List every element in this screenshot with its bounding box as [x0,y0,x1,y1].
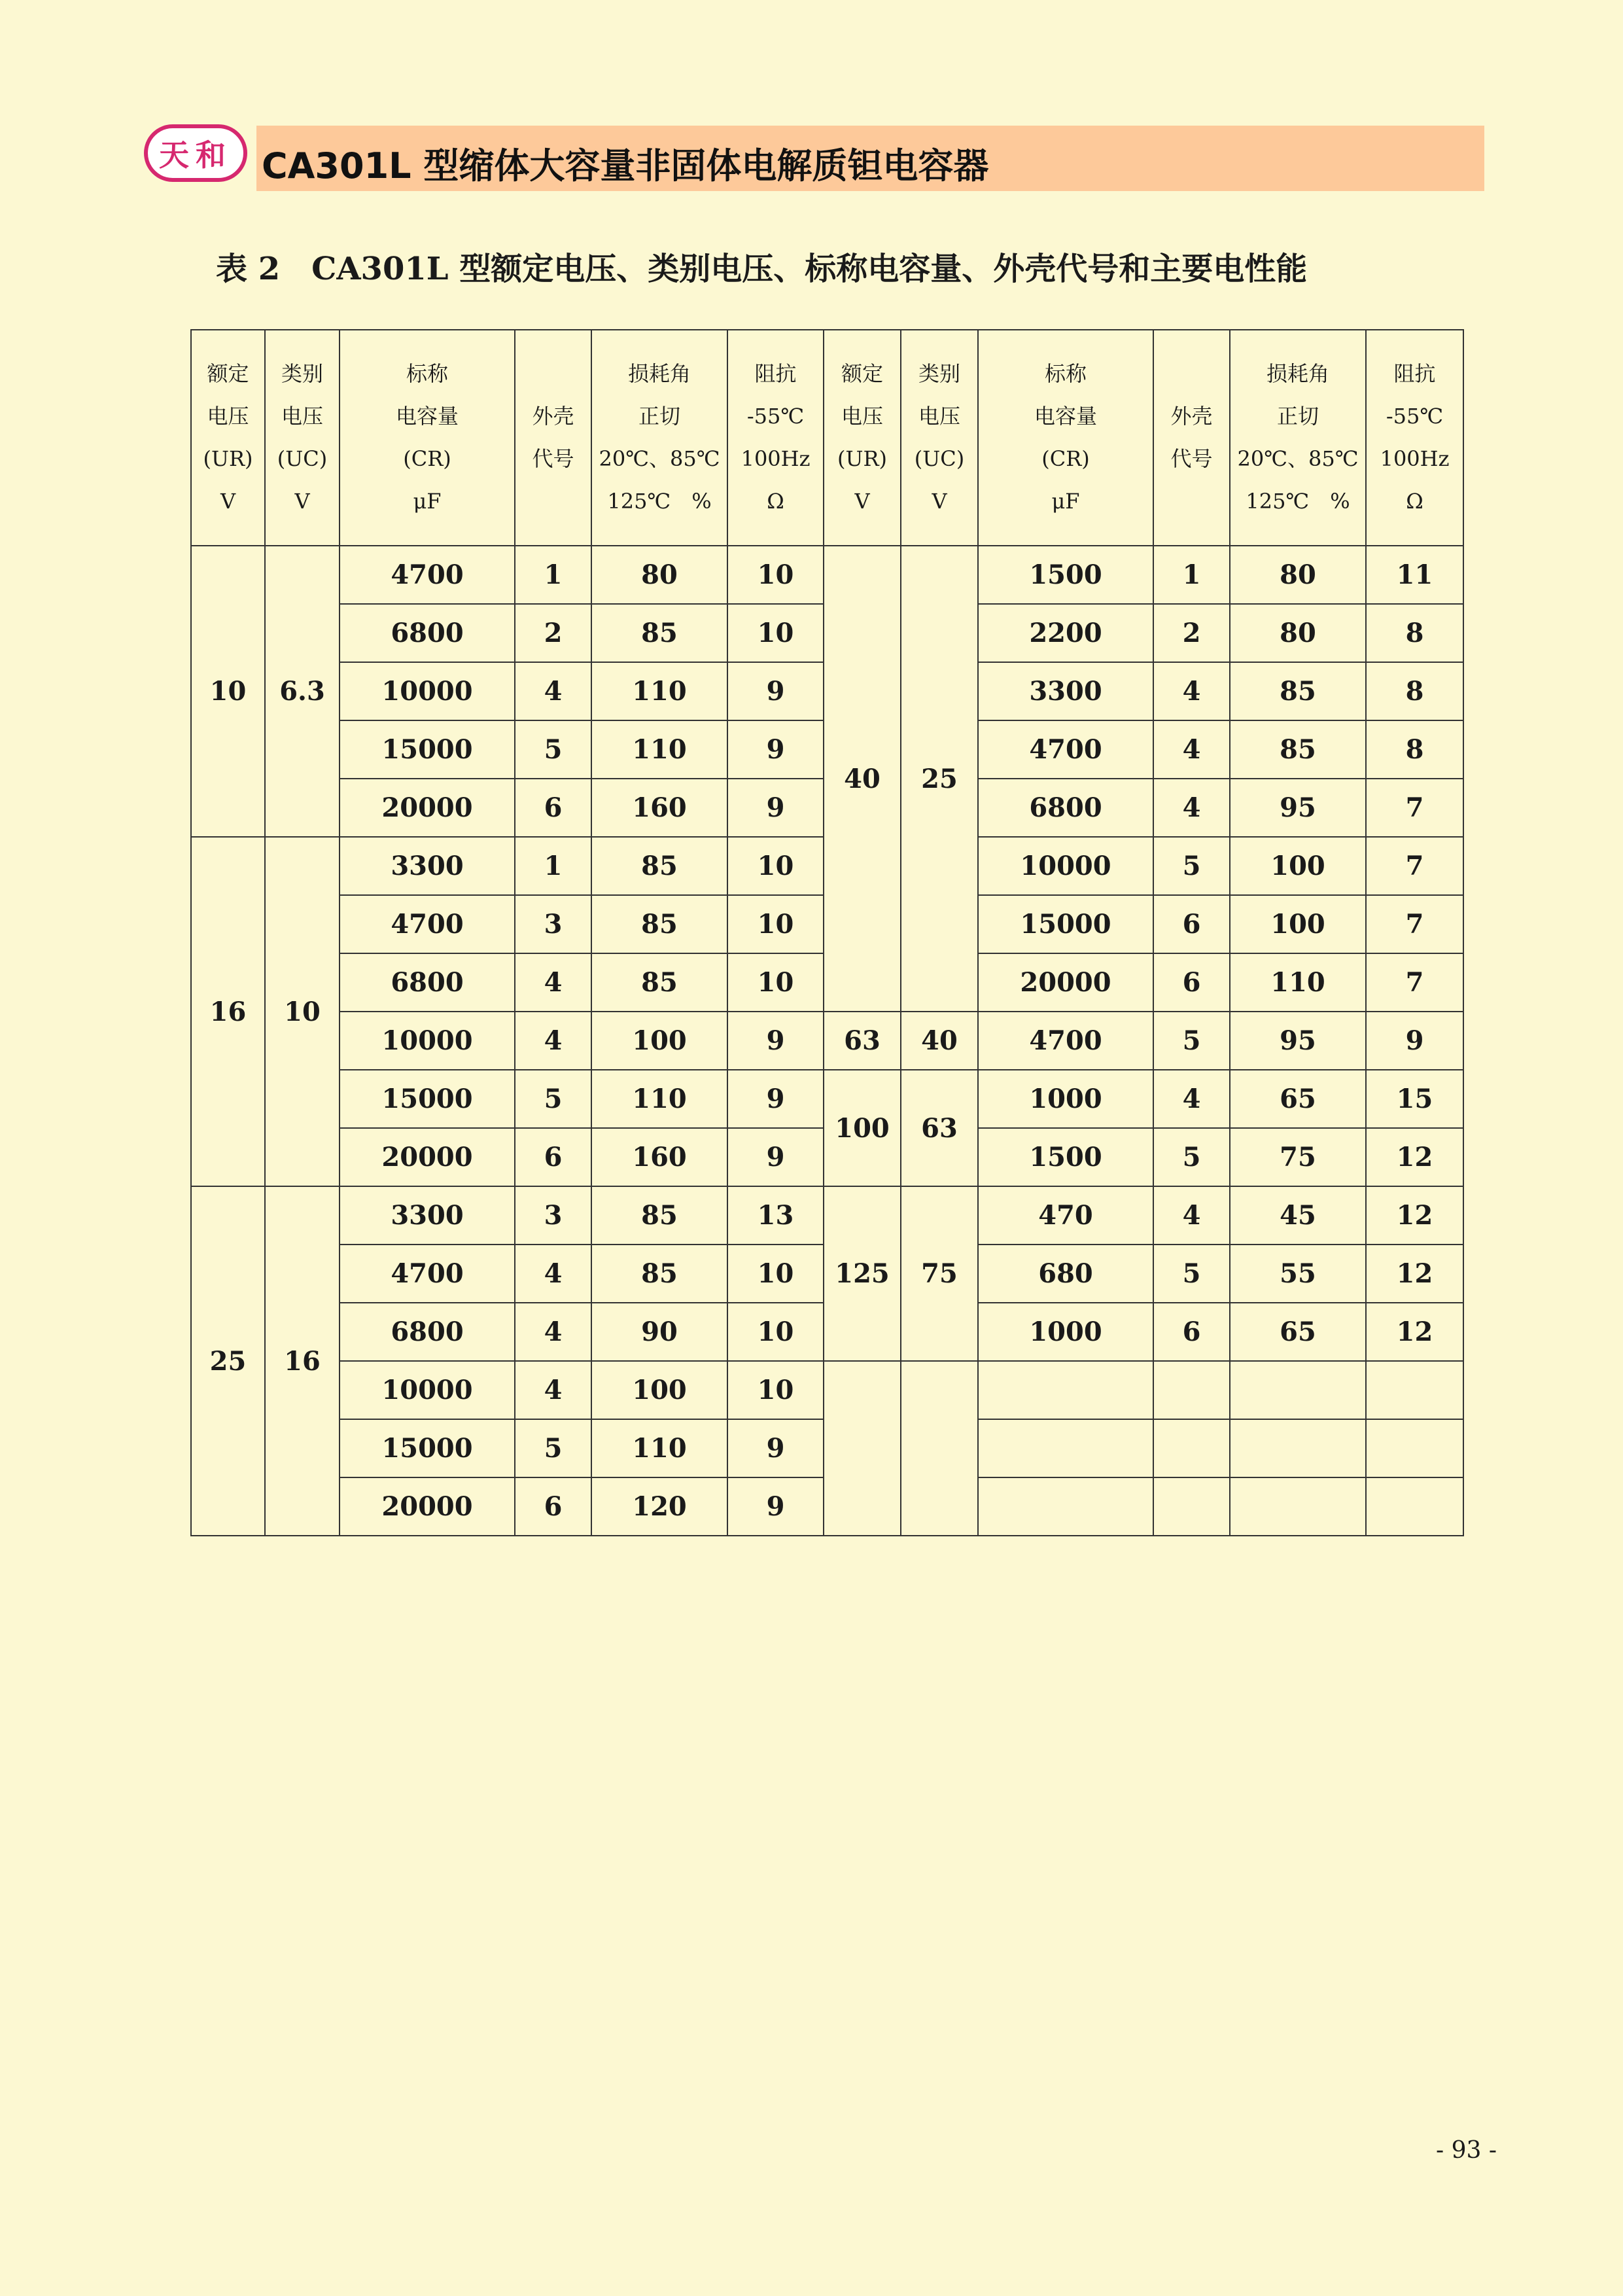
case-code-cell-right [1153,1361,1230,1419]
col-header-line: 100Hz [1380,446,1450,471]
dissipation-factor-cell-right: 45 [1230,1186,1366,1245]
col-header-category-voltage-right [901,330,978,546]
dissipation-factor-cell-left: 110 [591,720,727,779]
col-header-line: 损耗角 [627,361,691,386]
col-header-line: 20℃、85℃ [1237,446,1359,471]
page-number: - 93 - [1436,2137,1497,2164]
impedance-cell-left: 9 [727,779,824,837]
capacitance-cell-right: 3300 [978,662,1153,720]
col-header-line: 外壳 [1170,404,1213,429]
dissipation-factor-cell-right: 100 [1230,837,1366,895]
case-code-cell-left: 3 [515,895,591,953]
col-header-line: μF [1051,489,1080,514]
col-header-line: V [294,489,310,514]
header-bar [256,126,1484,191]
col-header-line: 正切 [1276,404,1319,429]
impedance-cell-left: 9 [727,1012,824,1070]
col-header-line: 电容量 [395,404,459,429]
rated-voltage-cell-left: 16 [191,837,265,1186]
col-header-line: 阻抗 [1393,361,1436,386]
impedance-cell-left: 10 [727,546,824,604]
rated-voltage-cell-right: 63 [824,1012,901,1070]
col-header-line: 125℃ % [1246,489,1350,514]
dissipation-factor-cell-right: 110 [1230,953,1366,1012]
dissipation-factor-cell-right [1230,1477,1366,1536]
impedance-cell-left: 9 [727,1477,824,1536]
dissipation-factor-cell-right: 65 [1230,1303,1366,1361]
capacitance-cell-right: 470 [978,1186,1153,1245]
case-code-cell-left: 5 [515,1419,591,1477]
col-header-line: -55℃ [1386,404,1444,429]
dissipation-factor-cell-right: 85 [1230,662,1366,720]
dissipation-factor-cell-left: 85 [591,953,727,1012]
dissipation-factor-cell-right: 75 [1230,1128,1366,1186]
impedance-cell-right: 12 [1366,1186,1463,1245]
impedance-cell-left: 13 [727,1186,824,1245]
dissipation-factor-cell-left: 120 [591,1477,727,1536]
dissipation-factor-cell-left: 85 [591,1245,727,1303]
col-header-line: (UR) [837,446,888,471]
case-code-cell-right [1153,1419,1230,1477]
case-code-cell-left: 4 [515,953,591,1012]
dissipation-factor-cell-right: 95 [1230,779,1366,837]
impedance-cell-left: 10 [727,837,824,895]
col-header-line: 额定 [841,361,883,386]
impedance-cell-right: 8 [1366,662,1463,720]
case-code-cell-right: 5 [1153,837,1230,895]
case-code-cell-left: 6 [515,1128,591,1186]
case-code-cell-left: 1 [515,546,591,604]
dissipation-factor-cell-left: 90 [591,1303,727,1361]
col-header-line: (UC) [277,446,328,471]
capacitance-cell-right: 1500 [978,546,1153,604]
case-code-cell-left: 4 [515,1361,591,1419]
col-header-line: 损耗角 [1266,361,1329,386]
col-header-line: 标称 [406,361,448,386]
dissipation-factor-cell-left: 160 [591,779,727,837]
table-body [191,546,1463,1536]
impedance-cell-right: 7 [1366,895,1463,953]
impedance-cell-left: 10 [727,1361,824,1419]
col-header-case-code-left [515,330,591,546]
capacitance-cell-right: 680 [978,1245,1153,1303]
impedance-cell-left: 10 [727,604,824,662]
col-header-rated-voltage-left [191,330,265,546]
spec-table [190,329,1464,1536]
case-code-cell-right: 6 [1153,953,1230,1012]
category-voltage-cell-right: 25 [901,546,978,1012]
table-row [191,1186,1463,1245]
impedance-cell-right: 12 [1366,1303,1463,1361]
rated-voltage-cell-right: 100 [824,1070,901,1186]
case-code-cell-left: 5 [515,1070,591,1128]
category-voltage-cell-right [901,1361,978,1536]
impedance-cell-right: 8 [1366,720,1463,779]
impedance-cell-right [1366,1361,1463,1419]
impedance-cell-right: 12 [1366,1245,1463,1303]
col-header-line: Ω [1406,489,1423,514]
dissipation-factor-cell-right: 65 [1230,1070,1366,1128]
capacitance-cell-right: 6800 [978,779,1153,837]
col-header-rated-voltage-right [824,330,901,546]
category-voltage-cell-left: 6.3 [265,546,340,837]
col-header-impedance-right [1366,330,1463,546]
category-voltage-cell-right: 40 [901,1012,978,1070]
case-code-cell-right: 5 [1153,1245,1230,1303]
dissipation-factor-cell-right: 80 [1230,546,1366,604]
capacitance-cell-left: 15000 [340,720,515,779]
capacitance-cell-right [978,1477,1153,1536]
col-header-line: (UR) [203,446,253,471]
case-code-cell-right: 4 [1153,779,1230,837]
dissipation-factor-cell-left: 80 [591,546,727,604]
col-header-line: 正切 [638,404,680,429]
capacitance-cell-left: 20000 [340,779,515,837]
col-header-line: 类别 [281,361,323,386]
col-header-line: Ω [767,489,784,514]
impedance-cell-right: 7 [1366,779,1463,837]
rated-voltage-cell-right: 40 [824,546,901,1012]
capacitance-cell-left: 20000 [340,1477,515,1536]
col-header-line: V [220,489,236,514]
rated-voltage-cell-right [824,1361,901,1536]
capacitance-cell-right: 1000 [978,1070,1153,1128]
capacitance-cell-left: 6800 [340,1303,515,1361]
table-row [191,1361,1463,1419]
case-code-cell-right: 6 [1153,895,1230,953]
capacitance-cell-left: 3300 [340,1186,515,1245]
dissipation-factor-cell-left: 110 [591,1419,727,1477]
col-header-line: (UC) [914,446,965,471]
impedance-cell-left: 9 [727,662,824,720]
capacitance-cell-right: 20000 [978,953,1153,1012]
impedance-cell-left: 9 [727,1128,824,1186]
dissipation-factor-cell-right: 55 [1230,1245,1366,1303]
case-code-cell-left: 6 [515,1477,591,1536]
capacitance-cell-left: 4700 [340,546,515,604]
dissipation-factor-cell-right: 95 [1230,1012,1366,1070]
capacitance-cell-right: 1000 [978,1303,1153,1361]
col-header-line: 代号 [1170,446,1213,471]
col-header-line: 阻抗 [754,361,797,386]
impedance-cell-left: 9 [727,720,824,779]
capacitance-cell-left: 10000 [340,662,515,720]
capacitance-cell-left: 10000 [340,1361,515,1419]
col-header-line: -55℃ [746,404,805,429]
capacitance-cell-right: 2200 [978,604,1153,662]
col-header-impedance-left [727,330,824,546]
capacitance-cell-left: 3300 [340,837,515,895]
col-header-line: V [854,489,870,514]
case-code-cell-left: 6 [515,779,591,837]
brand-logo: 天和 [144,124,247,182]
table-row [191,1070,1463,1128]
impedance-cell-right: 12 [1366,1128,1463,1186]
dissipation-factor-cell-left: 110 [591,662,727,720]
capacitance-cell-left: 6800 [340,604,515,662]
col-header-nominal-capacitance-left [340,330,515,546]
impedance-cell-right: 15 [1366,1070,1463,1128]
col-header-line: 电压 [841,404,883,429]
dissipation-factor-cell-right: 80 [1230,604,1366,662]
case-code-cell-left: 4 [515,1245,591,1303]
case-code-cell-right: 2 [1153,604,1230,662]
dissipation-factor-cell-left: 85 [591,895,727,953]
col-header-line: 额定 [207,361,249,386]
impedance-cell-right [1366,1477,1463,1536]
dissipation-factor-cell-right: 100 [1230,895,1366,953]
col-header-nominal-capacitance-right [978,330,1153,546]
col-header-line: V [932,489,947,514]
dissipation-factor-cell-left: 100 [591,1012,727,1070]
capacitance-cell-right: 15000 [978,895,1153,953]
col-header-line: 外壳 [532,404,574,429]
table-row [191,546,1463,604]
category-voltage-cell-left: 10 [265,837,340,1186]
capacitance-cell-left: 10000 [340,1012,515,1070]
col-header-line: 电压 [281,404,323,429]
case-code-cell-left: 4 [515,1012,591,1070]
case-code-cell-left: 3 [515,1186,591,1245]
capacitance-cell-left: 20000 [340,1128,515,1186]
col-header-line: 类别 [918,361,960,386]
col-header-line: 20℃、85℃ [599,446,720,471]
impedance-cell-right: 8 [1366,604,1463,662]
page-title: CA301L 型缩体大容量非固体电解质钽电容器 [262,145,989,186]
col-header-dissipation-factor-right [1230,330,1366,546]
case-code-cell-right [1153,1477,1230,1536]
col-header-line: 100Hz [741,446,811,471]
impedance-cell-right: 11 [1366,546,1463,604]
col-header-case-code-right [1153,330,1230,546]
dissipation-factor-cell-left: 160 [591,1128,727,1186]
capacitance-cell-left: 6800 [340,953,515,1012]
impedance-cell-left: 9 [727,1070,824,1128]
col-header-line: μF [413,489,442,514]
capacitance-cell-left: 4700 [340,895,515,953]
case-code-cell-right: 4 [1153,720,1230,779]
capacitance-cell-right: 10000 [978,837,1153,895]
dissipation-factor-cell-left: 85 [591,1186,727,1245]
dissipation-factor-cell-left: 85 [591,604,727,662]
impedance-cell-left: 9 [727,1419,824,1477]
col-header-line: 电压 [918,404,960,429]
case-code-cell-right: 6 [1153,1303,1230,1361]
capacitance-cell-left: 4700 [340,1245,515,1303]
case-code-cell-right: 4 [1153,662,1230,720]
case-code-cell-right: 4 [1153,1186,1230,1245]
col-header-line: 代号 [532,446,574,471]
capacitance-cell-right: 1500 [978,1128,1153,1186]
rated-voltage-cell-right: 125 [824,1186,901,1361]
case-code-cell-right: 5 [1153,1128,1230,1186]
impedance-cell-left: 10 [727,953,824,1012]
impedance-cell-left: 10 [727,895,824,953]
capacitance-cell-right: 4700 [978,1012,1153,1070]
rated-voltage-cell-left: 25 [191,1186,265,1536]
col-header-line: 电容量 [1034,404,1097,429]
impedance-cell-right: 7 [1366,953,1463,1012]
dissipation-factor-cell-right [1230,1361,1366,1419]
capacitance-cell-right [978,1419,1153,1477]
category-voltage-cell-right: 63 [901,1070,978,1186]
case-code-cell-left: 4 [515,1303,591,1361]
impedance-cell-right: 7 [1366,837,1463,895]
header-row [191,330,1463,546]
col-header-dissipation-factor-left [591,330,727,546]
impedance-cell-right [1366,1419,1463,1477]
col-header-line: 125℃ % [607,489,712,514]
col-header-category-voltage-left [265,330,340,546]
capacitance-cell-right [978,1361,1153,1419]
dissipation-factor-cell-left: 100 [591,1361,727,1419]
case-code-cell-left: 4 [515,662,591,720]
capacitance-cell-right: 4700 [978,720,1153,779]
dissipation-factor-cell-left: 85 [591,837,727,895]
col-header-line: (CR) [403,446,451,471]
category-voltage-cell-right: 75 [901,1186,978,1361]
dissipation-factor-cell-right [1230,1419,1366,1477]
case-code-cell-right: 5 [1153,1012,1230,1070]
col-header-line: 电压 [207,404,249,429]
table-caption: 表 2 CA301L 型额定电压、类别电压、标称电容量、外壳代号和主要电性能 [216,251,1308,287]
case-code-cell-left: 2 [515,604,591,662]
col-header-line: (CR) [1041,446,1090,471]
capacitance-cell-left: 15000 [340,1070,515,1128]
impedance-cell-right: 9 [1366,1012,1463,1070]
case-code-cell-left: 1 [515,837,591,895]
case-code-cell-right: 4 [1153,1070,1230,1128]
rated-voltage-cell-left: 10 [191,546,265,837]
case-code-cell-left: 5 [515,720,591,779]
category-voltage-cell-left: 16 [265,1186,340,1536]
dissipation-factor-cell-left: 110 [591,1070,727,1128]
impedance-cell-left: 10 [727,1303,824,1361]
capacitance-cell-left: 15000 [340,1419,515,1477]
col-header-line: 标称 [1044,361,1087,386]
case-code-cell-right: 1 [1153,546,1230,604]
table-row [191,1012,1463,1070]
dissipation-factor-cell-right: 85 [1230,720,1366,779]
impedance-cell-left: 10 [727,1245,824,1303]
